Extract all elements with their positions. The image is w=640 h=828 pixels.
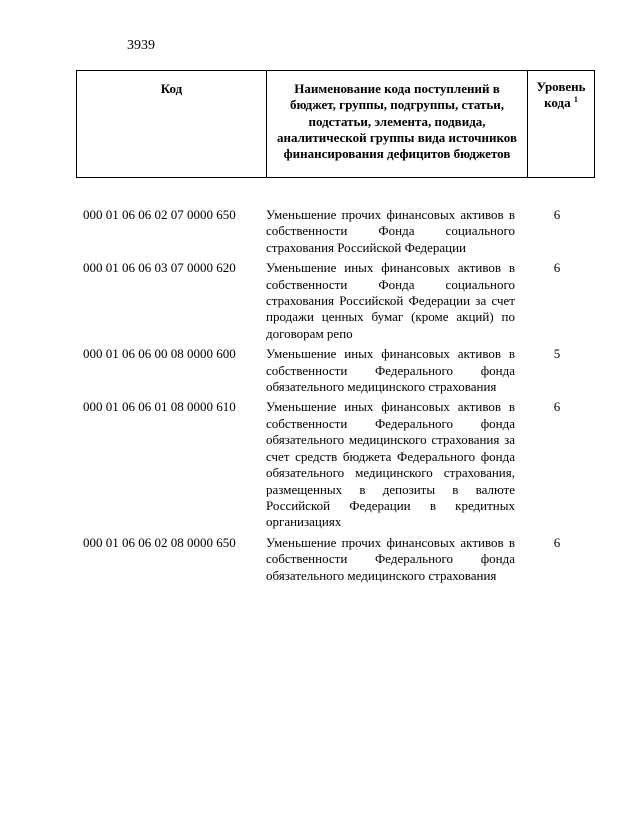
footnote-marker: 1 (573, 95, 578, 105)
header-level (528, 71, 595, 178)
header-code-label: Код (160, 81, 183, 96)
row-level: 6 (553, 399, 561, 415)
row-name: Уменьшение прочих финансовых активов в собственности Фонда социального страхования Российской Федерации (266, 207, 515, 255)
table-header (76, 70, 595, 178)
row-level: 6 (553, 260, 561, 276)
row-level: 6 (553, 534, 561, 550)
row-code: 000 01 06 06 01 08 0000 610 (83, 399, 236, 415)
row-name: Уменьшение иных финансовых активов в собственности Фонда социального страхования Российской Федерации за счет продажи ценных бумаг (кроме акций) по договорам репо (266, 260, 515, 341)
row-name: Уменьшение прочих финансовых активов в собственности Федерального фонда обязательного медицинского страхования (266, 534, 515, 583)
row-code: 000 01 06 06 03 07 0000 620 (83, 260, 236, 276)
table-body (76, 207, 595, 588)
page-number: 3939 (127, 38, 155, 53)
header-code (77, 71, 267, 178)
row-name: Уменьшение иных финансовых активов в собственности Федерального фонда обязательного медицинского страхования (266, 346, 515, 395)
header-level-label: Уровень кода (536, 79, 586, 111)
row-level: 5 (553, 346, 561, 362)
header-name (267, 71, 528, 178)
table-row (76, 399, 595, 530)
header-name-label: Наименование кода поступлений в бюджет, группы, подгруппы, статьи, подстатьи, элемента, подвида, аналитической группы вида источников финансирования дефицитов бюджетов (277, 81, 517, 162)
row-code: 000 01 06 06 02 08 0000 650 (83, 534, 236, 550)
table-row (76, 346, 595, 395)
table-row (76, 535, 595, 584)
row-level: 6 (553, 207, 561, 222)
table-row (76, 207, 595, 256)
table-row (76, 260, 595, 342)
row-code: 000 01 06 06 02 07 0000 650 (83, 207, 236, 222)
row-name: Уменьшение иных финансовых активов в собственности Федерального фонда обязательного медицинского страхования за счет средств бюджета Федерального фонда обязательного медицинского страхования, размещенных в депозиты в валюте Российской Федерации в кредитных организациях (266, 399, 515, 530)
row-code: 000 01 06 06 00 08 0000 600 (83, 346, 236, 362)
